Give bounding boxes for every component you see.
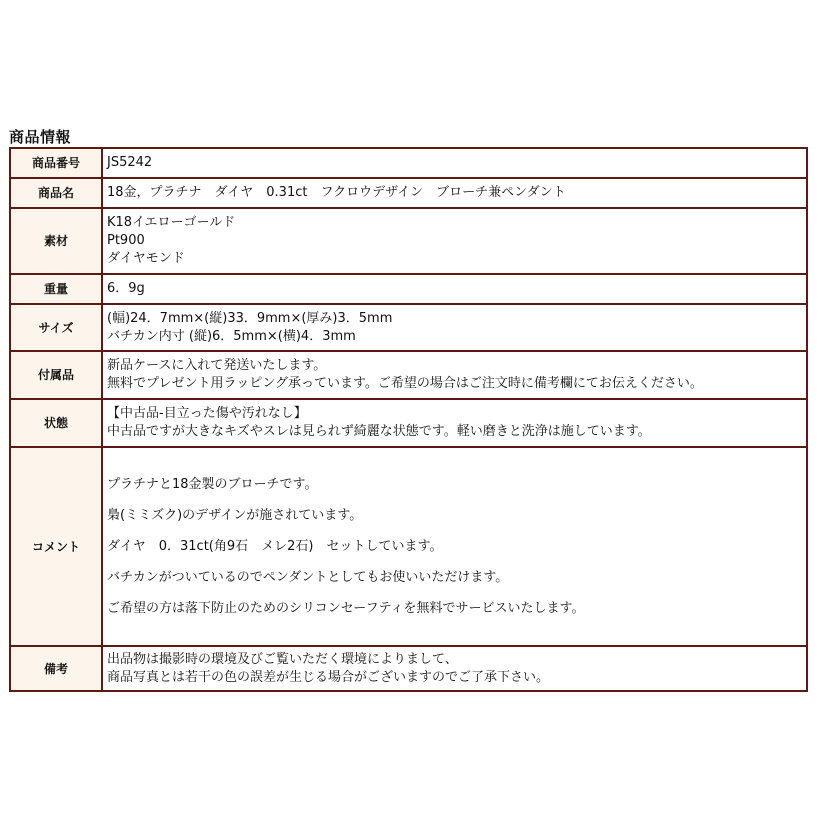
table-row-weight [10,274,807,304]
row-value [102,399,807,447]
value-line: 新品ケースに入れて発送いたします。 [107,358,327,373]
product-info-table [9,147,808,692]
table-row-comment [10,447,807,646]
value-line: ダイヤ 0．31ct(角9石 メレ2石) セットしています。 [107,538,443,554]
row-label: 商品名 [10,178,102,208]
row-value [102,178,807,208]
value-line: JS5242 [107,155,153,170]
table-row-product-name [10,178,807,208]
section-title: 商品情報 [9,128,72,146]
row-label: 素材 [10,208,102,274]
row-label: 商品番号 [10,148,102,178]
value-line: K18イエローゴールド [107,215,236,230]
value-line: バチカン内寸 (縦)6．5mm×(横)4．3mm [107,328,356,344]
value-line: 【中古品-目立った傷や汚れなし】 [107,406,307,421]
table-row-accessories [10,351,807,399]
row-value [102,148,807,178]
table-row-size [10,304,807,351]
row-value [102,208,807,274]
row-value [102,447,807,646]
row-value [102,351,807,399]
row-label: 重量 [10,274,102,304]
value-line: 梟(ミミズク)のデザインが施されています。 [107,507,363,523]
value-line: プラチナと18金製のブローチです。 [107,476,318,492]
value-line: 中古品ですが大きなキズやスレは見られず綺麗な状態です。軽い磨きと洗浄は施しています。 [107,424,651,439]
table-row-remarks [10,646,807,691]
value-line: (幅)24．7mm×(縦)33．9mm×(厚み)3．5mm [107,310,393,326]
row-label: 状態 [10,399,102,447]
table-row-condition [10,399,807,447]
value-line: バチカンがついているのでペンダントとしてもお使いいただけます。 [107,569,509,585]
row-label: サイズ [10,304,102,351]
row-value [102,274,807,304]
row-label: 備考 [10,646,102,691]
row-label: コメント [10,447,102,646]
value-line: 18金，プラチナ ダイヤ 0.31ct フクロウデザイン ブローチ兼ペンダント [107,185,566,200]
value-line: 6．9g [107,281,145,296]
table-row-material [10,208,807,274]
value-line: 出品物は撮影時の環境及びご覧いただく環境によりまして、 [107,651,458,667]
value-line: Pt900 [107,233,145,248]
table-row-product-number [10,148,807,178]
value-line: 商品写真とは若干の色の誤差が生じる場合がございますのでご了承下さい。 [107,669,550,685]
value-line: 無料でプレゼント用ラッピング承っています。ご希望の場合はご注文時に備考欄にてお伝えください。 [107,376,703,391]
value-line: ダイヤモンド [107,251,185,266]
value-line: ご希望の方は落下防止のためのシリコンセーフティを無料でサービスいたします。 [107,600,585,616]
row-value [102,304,807,351]
row-label: 付属品 [10,351,102,399]
row-value [102,646,807,691]
